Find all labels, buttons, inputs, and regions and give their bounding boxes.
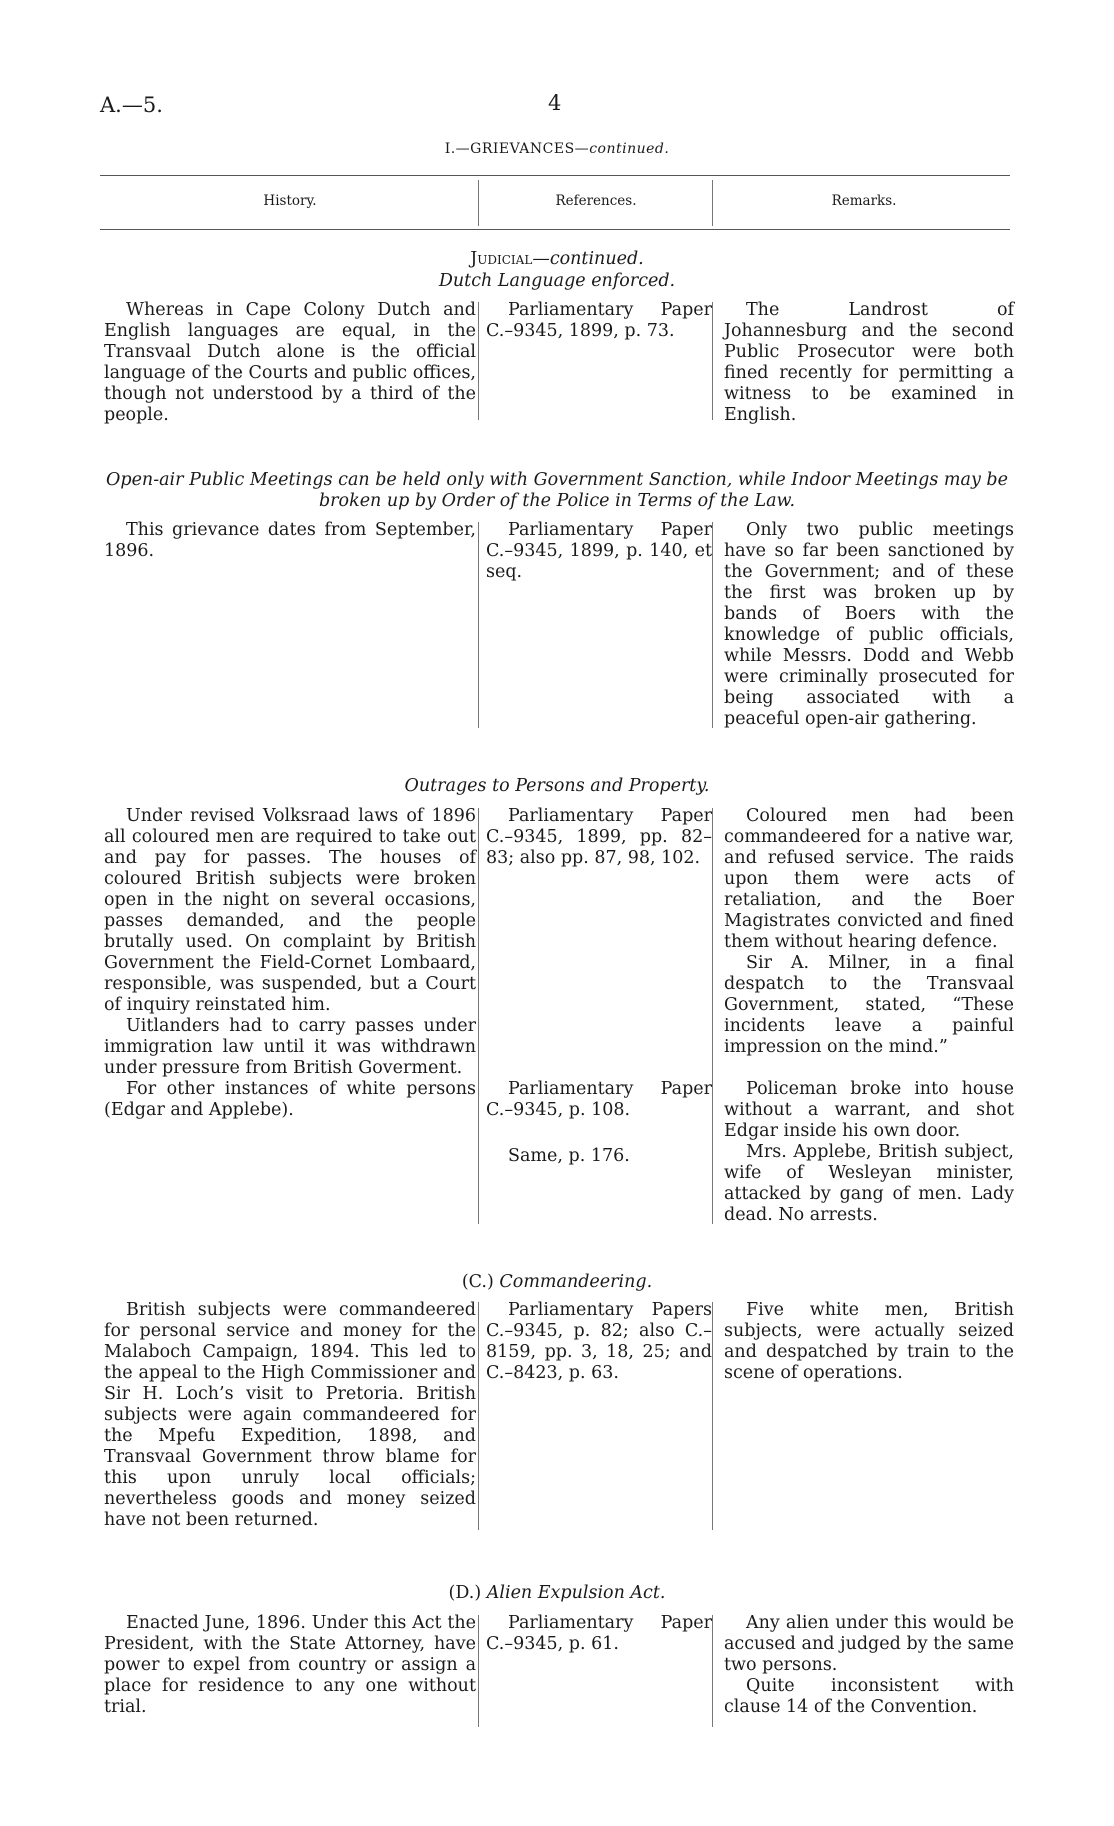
section-heading-caps: Judicial [470,249,533,269]
references-cell [486,300,712,342]
section-heading-prefix: (C.) [461,1272,494,1292]
remarks-cell [724,806,1014,1058]
paragraph: Parliamentary Paper C.–9345, 1899, p. 73. [486,300,712,341]
references-cell [486,1300,712,1384]
paragraph: Enacted June, 1896. Under this Act the President, with the State Attorney, have power to expel from country or assign a place for residence to any one without trial. [104,1613,476,1717]
paragraph: For other instances of white persons (Edgar and Applebe). [104,1079,476,1120]
paragraph: Any alien under this would be accused and judged by the same two persons. [724,1613,1014,1675]
paragraph: Parliamentary Papers C.–9345, p. 82; also C.–8159, pp. 3, 18, 25; and C.–8423, p. 63. [486,1300,712,1383]
column-divider [478,1615,479,1727]
history-cell [104,300,476,426]
history-cell [104,1300,476,1531]
paragraph: Same, p. 176. [508,1146,630,1166]
section-heading-prefix: (D.) [448,1583,482,1603]
section-heading [0,776,1114,797]
column-divider [712,302,713,420]
section-heading-text: Outrages to Persons and Property. [404,776,710,796]
history-cell [104,1613,476,1718]
header-divider [712,180,713,226]
history-cell [104,520,476,562]
remarks-cell [724,1079,1014,1226]
header-divider [478,180,479,226]
paragraph: Parliamentary Paper C.–9345, 1899, p. 140, et seq. [486,520,712,582]
paragraph: Coloured men had been commandeered for a native war, and refused service. The raids upon them were acts of retaliation, and the Boer Magistrates convicted and fined them without hearing defence. [724,806,1014,952]
section-subheading-text: Dutch Language enforced. [438,271,676,291]
running-title-main: I.—GRIEVANCES— [444,141,590,157]
section-heading-text: Alien Expulsion Act. [486,1583,666,1603]
references-cell [486,806,712,869]
section-subheading [0,271,1114,292]
references-cell [486,1613,712,1655]
column-divider [712,1615,713,1727]
paragraph: Parliamentary Paper C.–9345, 1899, pp. 82–83; also pp. 87, 98, 102. [486,806,712,868]
page-number: 4 [548,91,562,115]
header-bottom-rule [100,229,1010,230]
paragraph: Quite inconsistent with clause 14 of the Convention. [724,1676,1014,1717]
column-divider [478,808,479,1224]
column-header-references: References. [555,193,637,209]
section-heading [0,1272,1114,1293]
column-divider [712,808,713,1224]
section-heading [0,249,1114,270]
paragraph: Five white men, British subjects, were actually seized and despatched by train to the scene of operations. [724,1300,1014,1383]
remarks-cell [724,1613,1014,1718]
column-divider [712,522,713,728]
paragraph: Under revised Volksraad laws of 1896 all coloured men are required to take out and pay for passes. The houses of coloured British subjects were broken open in the night on several occasions, passes demanded, and the people brutally used. On complaint by British Government the Field-Cornet Lombaard, responsible, was suspended, but a Court of inquiry reinstated him. [104,806,476,1015]
paragraph: Parliamentary Paper C.–9345, p. 108. [486,1079,712,1120]
column-divider [478,302,479,420]
paragraph: Policeman broke into house without a warrant, and shot Edgar inside his own door. [724,1079,1014,1141]
top-rule [100,175,1010,176]
paragraph: Parliamentary Paper C.–9345, p. 61. [486,1613,712,1654]
section-heading-text: Commandeering. [499,1272,653,1292]
column-divider [478,522,479,728]
remarks-cell [724,1300,1014,1384]
document-reference-code: A.—5. [100,93,163,117]
paragraph: Uitlanders had to carry passes under immigration law until it was withdrawn under pressure from British Goverment. [104,1016,476,1078]
remarks-cell [724,300,1014,426]
section-heading-suffix: —continued. [532,249,644,269]
paragraph: British subjects were commandeered for personal service and money for the Malaboch Campaign, 1894. This led to the appeal to the High Commissioner and Sir H. Loch’s visit to Pretoria. British subjects were again commandeered for the Mpefu Expedition, 1898, and Transvaal Government throw blame for this upon unruly local officials; nevertheless goods and money seized have not been returned. [104,1300,476,1530]
section-heading: Open-air Public Meetings can be held only with Government Sanction, while Indoor Meetings may be broken up by Order of the Police in Terms of the Law. [106,470,1008,511]
references-cell [486,520,712,583]
column-divider [712,1302,713,1530]
paragraph: Whereas in Cape Colony Dutch and English languages are equal, in the Transvaal Dutch alone is the official language of the Courts and public offices, though not understood by a third of the people. [104,300,476,425]
paragraph: The Landrost of Johannesburg and the second Public Prosecutor were both fined recently for permitting a witness to be examined in English. [724,300,1014,425]
history-cell [104,806,476,1121]
references-cell [486,1079,712,1121]
column-header-history: History. [263,193,317,209]
paragraph: This grievance dates from September, 1896. [104,520,476,561]
running-title [0,141,1114,157]
column-divider [478,1302,479,1530]
paragraph: Sir A. Milner, in a final despatch to the Transvaal Government, stated, “These incidents leave a painful impression on the mind.” [724,953,1014,1057]
paragraph: Only two public meetings have so far been sanctioned by the Government; and of these the first was broken up by bands of Boers with the knowledge of public officials, while Messrs. Dodd and Webb were criminally prosecuted for being associated with a peaceful open-air gathering. [724,520,1014,729]
remarks-cell [724,520,1014,730]
running-title-suffix: continued. [589,141,670,157]
references-cell [486,1146,712,1167]
paragraph: Mrs. Applebe, British subject, wife of Wesleyan minister, attacked by gang of men. Lady dead. No arrests. [724,1142,1014,1225]
column-header-remarks: Remarks. [831,193,897,209]
section-heading [0,1583,1114,1604]
